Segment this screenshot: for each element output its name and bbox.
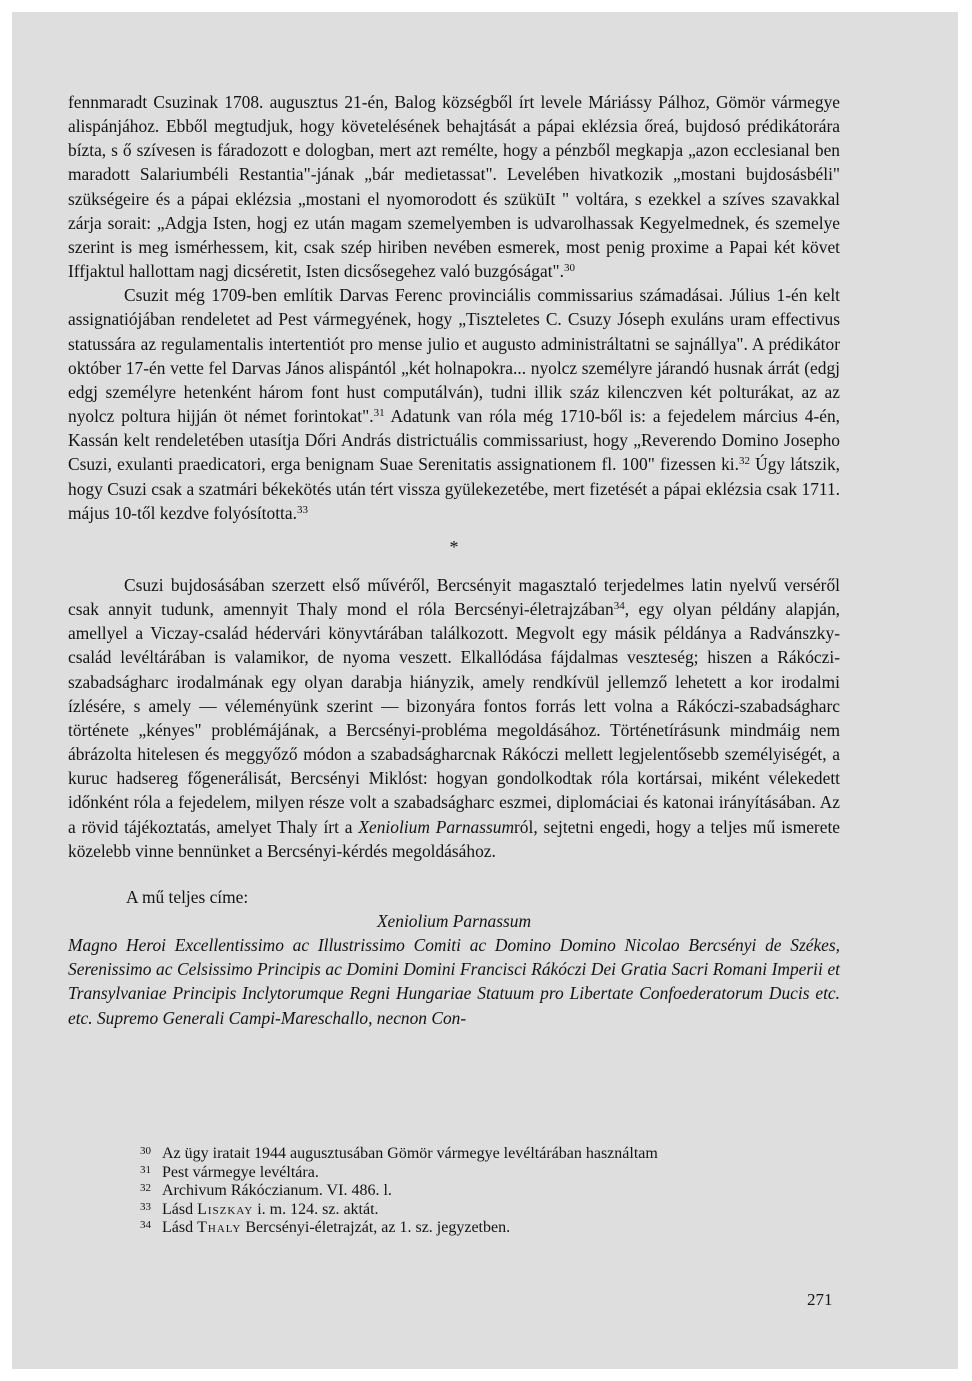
footnote: 34 Lásd Thaly Bercsényi-életrajzát, az 1. sz. jegyzetben. bbox=[140, 1219, 511, 1236]
work-title: Xeniolium Parnassum bbox=[376, 911, 532, 931]
footnote-ref-30: 30 bbox=[563, 262, 575, 275]
paragraph-3: Csuzi bujdosásában szerzett első művéről, Bercsényit magasztaló terjedelmes latin nyelvű verséről csak annyit tudunk, amennyit Thaly mond el róla Bercsényi-életrajzában$^{34}$, egy olyan példány alapján, amellyel a Viczay-család hédervári könyvtárában találkozott. Megvolt egy másik példánya a Radvánszky-család levéltárában is valamikor, de nyoma veszett. Elkallódása fájdalmas veszteség; hiszen a Rákóczi-szabadságharc irodalmának egy olyan darabja hiányzik, amely rendkívül jellemző lehetett a kor irodalmi ízlésére, s amely — véleményünk szerint — bizonyára fontos forrás lett volna a Rákóczi-szabadságharc története „kényes" problémájának, a Bercsényi-probléma megoldásához. Történetírásunk mindmáig nem ábrázolta hitelesen és meggyőző módon a szabadságharcnak Rákóczi mellett legjelentősebb személyiségét, a kuruc hadsereg főgenerálisát, Bercsényi Miklóst: hogyan gondolkodtak róla kortársai, miként vélekedett időnként róla a fejedelem, milyen része volt a szabadságharc eszmei, diplomáciai és katonai irányításában. Az a rövid tájékoztatás, amelyet Thaly írt a Xeniolium Parnassumról, sejtetni engedi, hogy a teljes mű ismerete közelebb vinne bennünket a Bercsényi-kérdés megoldásához. bbox=[68, 574, 840, 861]
footnote-ref-33: 33 bbox=[296, 503, 308, 516]
footnote: 31 Pest vármegye levéltára. bbox=[140, 1163, 319, 1181]
footnote-ref-34: 34 bbox=[613, 600, 625, 613]
section-separator: * bbox=[449, 536, 459, 557]
footnote: 32 Archivum Rákóczianum. VI. 486. l. bbox=[140, 1182, 392, 1199]
page-number: 271 bbox=[807, 1290, 833, 1309]
footnotes bbox=[140, 1145, 840, 1238]
footnote: 30 Az ügy iratait 1944 augusztusában Gömör vármegye levéltárában használtam bbox=[140, 1145, 658, 1162]
footnote-ref-32: 32 bbox=[738, 455, 750, 468]
book-page bbox=[12, 12, 958, 1369]
footnote: 33 Lásd Liszkay i. m. 124. sz. aktát. bbox=[140, 1200, 379, 1218]
work-title-inline: Xeniolium Parnassum bbox=[358, 816, 515, 837]
main-text bbox=[68, 90, 840, 1030]
paragraph-2: Csuzit még 1709-ben említik Darvas Ferenc provinciális commissarius számadásai. Július 1-én kelt assignatiójában rendeletet ad Pest vármegyének, hogy „Tiszteletes C. Csuzy Jóseph exuláns uram effectivus statussára az regulamentalis intertentiót pro mense julio et augusto administráltatni se sajnállya". A prédikátor október 17-én vette fel Darvas János alispántól „két holnapokra... nyolcz személyre járandó husnak árrát (edgj edgj személyre hetenként három font hust computálván), tudni illik száz kilenczven két polturákat, az az nyolcz poltura hijján öt német forintokat".$^{31}$ Adatunk van róla még 1710-ből is: a fejedelem március 4-én, Kassán kelt rendeletében utasítja Dőri András districtuális commissariust, hogy „Reverendo Domino Josepho Csuzi, exulanti praedicatori, erga benignam Suae Serenitatis assignationem fl. 100" fizessen ki.$^{32}$ Úgy látszik, hogy Csuzi csak a szatmári békekötés után tért vissza gyülekezetébe, mert fizetését a pápai eklézsia csak 1711. május 10-től kezdve folyósította.$^{33}$ bbox=[68, 285, 841, 523]
footnote-ref-31: 31 bbox=[373, 407, 385, 420]
paragraph-1: fennmaradt Csuzinak 1708. augusztus 21-én, Balog községből írt levele Máriássy Pálhoz, Gömör vármegye alispánjához. Ebből megtudjuk, hogy követelésének behajtását a pápai eklézsia őreá, bujdosó prédikátorára bízta, s ő szívesen is fáradozott e dologban, mert azt remélte, hogy a pénzből megkapja „azon ecclesianal ben maradott Salariumbéli Restantia"-jának „bár medietassat". Levelében hivatkozik „mostani bujdosásbéli" szükségeire és a pápai eklézsia „mostani el nyomorodott és szüküIt " voltára, s ezekkel a szíves szavakkal zárja sorait: „Adgja Isten, hogj ez után magam szemelyemben is udvarolhassak Kegyelmednek, és szemelye szerint is meg ismérhessem, kit, csak szép hiriben nevében esmerek, most penig proxime a Papai két követ Iffjaktul hallottam nagj dicséretit, Isten dicsősegehez való buzgóságat".$^{30}$ bbox=[68, 92, 840, 282]
title-label: A mű teljes címe: bbox=[126, 886, 249, 907]
work-full-title: Magno Heroi Excellentissimo ac Illustrissimo Comiti ac Domino Domino Nicolao Bercsényi de Székes, Serenissimo ac Celsissimo Principis ac Domini Domini Francisci Rákóczi Dei Gratia Sacri Romani Imperii et Transylvaniae Principis Inclytorumque Regni Hungariae Statuum pro Libertate Confoederatorum Ducis etc. etc. Supremo Generali Campi-Mareschallo, necnon Con- bbox=[68, 935, 840, 1028]
